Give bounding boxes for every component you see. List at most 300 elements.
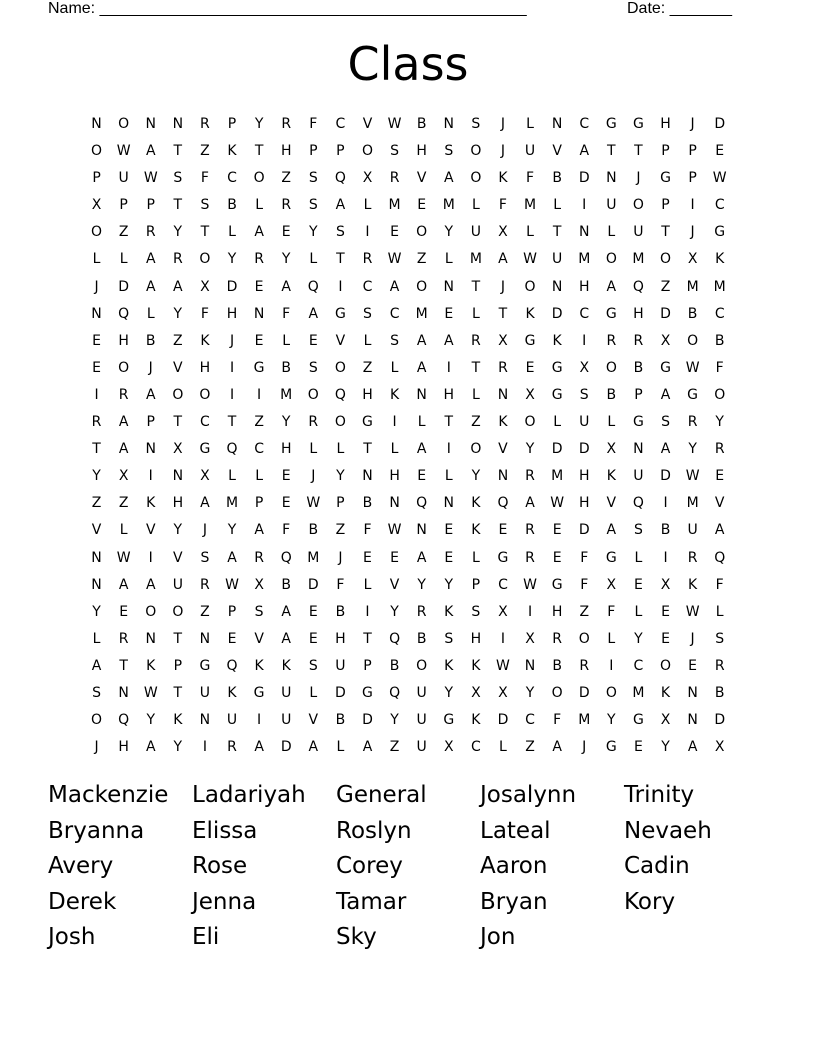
grid-letter: A bbox=[281, 603, 291, 620]
word-list-item: Kory bbox=[624, 888, 676, 915]
grid-letter: N bbox=[91, 576, 102, 593]
grid-letter: M bbox=[578, 251, 591, 268]
grid-letter: C bbox=[498, 576, 508, 593]
grid-letter: W bbox=[496, 657, 510, 674]
word-list-item: Josalynn bbox=[480, 782, 577, 808]
grid-letter: G bbox=[714, 224, 726, 241]
grid-letter: H bbox=[172, 495, 184, 512]
grid-letter: O bbox=[172, 603, 184, 620]
grid-letter: U bbox=[416, 684, 427, 701]
grid-letter: C bbox=[362, 278, 373, 295]
grid-letter: W bbox=[387, 522, 402, 539]
grid-letter: O bbox=[416, 657, 428, 674]
grid-letter: I bbox=[663, 549, 668, 566]
grid-letter: F bbox=[715, 359, 724, 376]
grid-letter: D bbox=[280, 739, 292, 756]
grid-letter: T bbox=[498, 305, 508, 322]
grid-letter: P bbox=[227, 116, 237, 132]
grid-letter: Y bbox=[173, 739, 183, 756]
grid-letter: R bbox=[118, 386, 129, 403]
grid-letter: O bbox=[687, 332, 699, 349]
grid-letter: H bbox=[443, 386, 455, 403]
grid-letter: U bbox=[470, 224, 481, 241]
grid-letter: J bbox=[311, 468, 316, 485]
grid-letter: L bbox=[471, 549, 480, 566]
grid-letter: S bbox=[579, 386, 589, 403]
grid-letter: L bbox=[607, 630, 616, 647]
grid-letter: G bbox=[551, 359, 563, 376]
grid-letter: X bbox=[200, 468, 210, 485]
grid-letter: P bbox=[688, 143, 697, 160]
grid-letter: P bbox=[363, 657, 372, 674]
grid-letter: A bbox=[498, 251, 508, 268]
word-list-item: Roslyn bbox=[336, 817, 412, 844]
grid-letter: X bbox=[579, 359, 590, 376]
word-list-item: Cadin bbox=[624, 853, 690, 879]
grid-letter: P bbox=[661, 143, 670, 160]
grid-letter: A bbox=[254, 739, 264, 756]
grid-letter: L bbox=[119, 251, 128, 268]
grid-letter: A bbox=[145, 386, 156, 403]
grid-letter: B bbox=[416, 630, 427, 647]
grid-letter: P bbox=[661, 197, 670, 214]
grid-letter: D bbox=[578, 522, 590, 539]
grid-letter: M bbox=[578, 712, 591, 729]
grid-letter: A bbox=[416, 441, 427, 458]
grid-letter: R bbox=[227, 739, 237, 756]
grid-letter: T bbox=[254, 143, 264, 160]
grid-letter: V bbox=[416, 170, 427, 187]
grid-letter: E bbox=[119, 603, 129, 620]
grid-letter: C bbox=[525, 712, 535, 729]
grid-letter: N bbox=[416, 386, 427, 403]
grid-letter: V bbox=[335, 332, 346, 349]
grid-letter: N bbox=[578, 224, 590, 241]
grid-letter: K bbox=[688, 576, 698, 593]
grid-letter: K bbox=[444, 603, 454, 620]
grid-letter: Y bbox=[444, 684, 454, 701]
grid-letter: Z bbox=[389, 739, 400, 756]
grid-letter: W bbox=[143, 170, 158, 187]
grid-letter: T bbox=[92, 441, 101, 458]
grid-letter: F bbox=[309, 116, 318, 132]
grid-letter: A bbox=[118, 576, 129, 593]
grid-letter: E bbox=[254, 332, 264, 349]
grid-letter: U bbox=[552, 251, 563, 268]
grid-letter: I bbox=[202, 739, 207, 756]
grid-letter: I bbox=[229, 386, 235, 403]
grid-letter: U bbox=[172, 576, 183, 593]
grid-letter: T bbox=[200, 224, 210, 241]
grid-letter: A bbox=[579, 143, 590, 160]
grid-letter: A bbox=[714, 522, 725, 539]
grid-letter: J bbox=[582, 739, 587, 756]
grid-letter: M bbox=[469, 251, 482, 268]
grid-letter: P bbox=[336, 143, 345, 160]
grid-letter: V bbox=[254, 630, 264, 647]
grid-letter: N bbox=[497, 386, 509, 403]
grid-letter: K bbox=[471, 657, 481, 674]
grid-letter: I bbox=[609, 657, 614, 674]
grid-letter: E bbox=[281, 468, 291, 485]
grid-letter: L bbox=[309, 684, 318, 701]
grid-letter: L bbox=[336, 739, 345, 756]
grid-letter: E bbox=[281, 495, 291, 512]
grid-letter: G bbox=[199, 441, 211, 458]
grid-letter: E bbox=[417, 197, 427, 214]
grid-letter: L bbox=[499, 739, 507, 756]
grid-letter: X bbox=[498, 603, 508, 620]
grid-letter: L bbox=[444, 251, 453, 268]
grid-letter: Q bbox=[416, 495, 428, 512]
grid-letter: S bbox=[471, 603, 481, 620]
grid-letter: K bbox=[444, 657, 454, 674]
grid-letter: K bbox=[200, 332, 210, 349]
grid-letter: O bbox=[470, 441, 482, 458]
grid-letter: A bbox=[362, 739, 373, 756]
grid-letter: N bbox=[172, 468, 184, 485]
grid-letter: L bbox=[526, 116, 534, 132]
grid-letter: F bbox=[282, 305, 291, 322]
grid-letter: M bbox=[225, 495, 239, 512]
grid-letter: A bbox=[308, 305, 319, 322]
grid-letter: S bbox=[444, 143, 454, 160]
grid-letter: R bbox=[579, 657, 590, 674]
grid-letter: E bbox=[281, 224, 291, 241]
grid-letter: J bbox=[202, 522, 207, 539]
grid-letter: E bbox=[688, 657, 698, 674]
grid-letter: K bbox=[471, 522, 481, 539]
word-list-item: General bbox=[336, 782, 427, 808]
grid-letter: T bbox=[634, 143, 643, 160]
grid-letter: T bbox=[661, 224, 670, 241]
grid-letter: O bbox=[605, 251, 617, 268]
word-list-item: Lateal bbox=[480, 817, 551, 844]
grid-letter: Y bbox=[281, 251, 291, 268]
grid-letter: J bbox=[94, 278, 99, 295]
grid-letter: C bbox=[335, 116, 346, 132]
grid-letter: V bbox=[173, 359, 183, 376]
grid-letter: H bbox=[578, 495, 590, 512]
grid-letter: Y bbox=[173, 522, 183, 539]
grid-letter: X bbox=[498, 684, 508, 701]
grid-letter: G bbox=[362, 684, 373, 701]
grid-letter: L bbox=[92, 630, 101, 647]
grid-letter: W bbox=[387, 251, 402, 268]
grid-letter: O bbox=[334, 414, 346, 431]
grid-letter: F bbox=[200, 170, 209, 187]
grid-letter: Y bbox=[92, 603, 101, 620]
grid-letter: O bbox=[416, 278, 428, 295]
grid-letter: R bbox=[200, 576, 210, 593]
grid-letter: Q bbox=[334, 170, 346, 187]
grid-letter: A bbox=[145, 278, 156, 295]
grid-letter: J bbox=[690, 630, 695, 647]
grid-letter: L bbox=[553, 197, 562, 214]
grid-letter: E bbox=[633, 576, 643, 593]
grid-letter: Z bbox=[660, 278, 671, 295]
grid-letter: Q bbox=[389, 630, 401, 647]
grid-letter: R bbox=[687, 549, 698, 566]
grid-letter: I bbox=[527, 603, 533, 620]
grid-letter: A bbox=[281, 278, 291, 295]
grid-letter: A bbox=[335, 197, 346, 214]
grid-letter: O bbox=[361, 143, 373, 160]
grid-letter: O bbox=[632, 197, 644, 214]
grid-letter: W bbox=[550, 495, 565, 512]
grid-letter: H bbox=[280, 441, 292, 458]
grid-letter: M bbox=[686, 495, 699, 512]
grid-letter: A bbox=[200, 495, 210, 512]
grid-letter: G bbox=[660, 170, 671, 187]
grid-letter: I bbox=[365, 603, 370, 620]
grid-letter: Y bbox=[92, 468, 101, 485]
grid-letter: V bbox=[145, 522, 156, 539]
grid-letter: L bbox=[363, 576, 372, 593]
grid-letter: H bbox=[389, 468, 400, 485]
grid-letter: G bbox=[362, 414, 373, 431]
grid-letter: V bbox=[308, 712, 319, 729]
grid-letter: D bbox=[660, 305, 671, 322]
grid-letter: O bbox=[334, 359, 346, 376]
grid-letter: I bbox=[148, 468, 153, 485]
grid-letter: R bbox=[633, 332, 644, 349]
grid-letter: S bbox=[200, 549, 210, 566]
grid-letter: A bbox=[173, 278, 183, 295]
grid-letter: G bbox=[443, 712, 455, 729]
grid-letter: H bbox=[226, 305, 238, 322]
grid-letter: I bbox=[663, 495, 668, 512]
grid-letter: G bbox=[551, 386, 563, 403]
grid-letter: N bbox=[551, 278, 563, 295]
grid-letter: U bbox=[416, 739, 427, 756]
grid-letter: O bbox=[524, 414, 536, 431]
grid-letter: W bbox=[306, 495, 321, 512]
grid-letter: N bbox=[551, 116, 563, 132]
grid-letter: I bbox=[94, 386, 99, 403]
grid-letter: F bbox=[200, 305, 209, 322]
grid-letter: R bbox=[254, 251, 264, 268]
grid-letter: H bbox=[578, 468, 590, 485]
grid-letter: Y bbox=[390, 712, 399, 729]
grid-letter: Z bbox=[362, 359, 373, 376]
grid-letter: Z bbox=[416, 251, 427, 268]
grid-letter: A bbox=[145, 143, 156, 160]
grid-letter: M bbox=[713, 278, 726, 295]
grid-letter: G bbox=[253, 684, 265, 701]
grid-letter: S bbox=[308, 657, 318, 674]
grid-letter: U bbox=[633, 468, 644, 485]
grid-letter: K bbox=[498, 414, 508, 431]
grid-letter: F bbox=[282, 522, 291, 539]
grid-letter: Y bbox=[309, 224, 318, 241]
grid-letter: X bbox=[471, 684, 481, 701]
grid-letter: B bbox=[606, 386, 617, 403]
grid-letter: S bbox=[308, 359, 318, 376]
grid-letter: E bbox=[227, 630, 237, 647]
grid-letter: Z bbox=[471, 414, 481, 431]
grid-letter: N bbox=[253, 305, 265, 322]
grid-letter: R bbox=[172, 251, 183, 268]
grid-letter: R bbox=[498, 359, 508, 376]
grid-letter: K bbox=[173, 712, 183, 729]
grid-letter: J bbox=[94, 739, 99, 756]
grid-letter: A bbox=[687, 739, 698, 756]
grid-letter: H bbox=[551, 603, 563, 620]
grid-letter: T bbox=[607, 143, 616, 160]
grid-letter: F bbox=[363, 522, 372, 539]
grid-letter: O bbox=[605, 684, 617, 701]
grid-letter: O bbox=[714, 386, 726, 403]
grid-letter: Y bbox=[634, 630, 643, 647]
grid-letter: U bbox=[524, 143, 536, 160]
grid-letter: Y bbox=[607, 712, 616, 729]
grid-letter: Z bbox=[335, 522, 346, 539]
grid-letter: K bbox=[146, 495, 156, 512]
word-list bbox=[48, 778, 768, 956]
grid-letter: Y bbox=[227, 522, 237, 539]
grid-letter: L bbox=[282, 332, 291, 349]
grid-letter: E bbox=[417, 468, 427, 485]
grid-letter: R bbox=[91, 414, 102, 431]
grid-letter: L bbox=[444, 468, 453, 485]
grid-letter: R bbox=[308, 414, 319, 431]
grid-letter: U bbox=[281, 684, 292, 701]
grid-letter: P bbox=[119, 197, 128, 214]
grid-letter: U bbox=[633, 224, 644, 241]
grid-letter: W bbox=[116, 143, 131, 160]
grid-letter: C bbox=[200, 414, 210, 431]
grid-letter: R bbox=[714, 441, 725, 458]
grid-letter: O bbox=[660, 657, 672, 674]
grid-letter: S bbox=[200, 197, 210, 214]
grid-letter: Y bbox=[254, 116, 264, 132]
grid-letter: Z bbox=[281, 170, 291, 187]
grid-letter: H bbox=[633, 305, 644, 322]
grid-letter: A bbox=[416, 359, 427, 376]
grid-letter: W bbox=[523, 576, 537, 593]
grid-letter: G bbox=[524, 332, 536, 349]
grid-letter: F bbox=[580, 576, 589, 593]
grid-letter: N bbox=[443, 278, 454, 295]
grid-letter: L bbox=[228, 468, 236, 485]
grid-letter: X bbox=[173, 441, 183, 458]
grid-letter: S bbox=[444, 630, 454, 647]
grid-letter: B bbox=[714, 684, 725, 701]
grid-letter: A bbox=[389, 278, 400, 295]
grid-letter: E bbox=[308, 630, 318, 647]
grid-letter: O bbox=[118, 116, 130, 132]
grid-letter: X bbox=[525, 386, 535, 403]
grid-letter: K bbox=[281, 657, 291, 674]
grid-letter: V bbox=[714, 495, 725, 512]
grid-letter: O bbox=[172, 386, 184, 403]
grid-letter: O bbox=[118, 359, 130, 376]
grid-letter: I bbox=[257, 712, 262, 729]
grid-letter: L bbox=[607, 224, 616, 241]
grid-letter: Y bbox=[227, 251, 237, 268]
grid-letter: T bbox=[173, 414, 183, 431]
grid-letter: U bbox=[687, 522, 698, 539]
grid-letter: L bbox=[390, 441, 399, 458]
grid-letter: O bbox=[524, 278, 536, 295]
grid-letter: C bbox=[714, 305, 725, 322]
grid-letter: Q bbox=[280, 549, 292, 566]
grid-letter: X bbox=[498, 224, 508, 241]
grid-letter: F bbox=[580, 549, 589, 566]
grid-letter: N bbox=[497, 468, 509, 485]
grid-letter: G bbox=[605, 739, 617, 756]
grid-letter: H bbox=[118, 739, 129, 756]
grid-letter: R bbox=[281, 197, 292, 214]
grid-letter: K bbox=[471, 495, 481, 512]
grid-letter: Y bbox=[173, 224, 183, 241]
grid-letter: X bbox=[606, 441, 617, 458]
grid-letter: Q bbox=[118, 712, 130, 729]
grid-letter: D bbox=[578, 170, 590, 187]
grid-letter: D bbox=[551, 305, 563, 322]
grid-letter: E bbox=[715, 143, 725, 160]
grid-letter: L bbox=[471, 305, 480, 322]
grid-letter: H bbox=[660, 116, 671, 132]
word-list-item: Jenna bbox=[192, 888, 257, 915]
grid-letter: E bbox=[92, 359, 101, 376]
grid-letter: Q bbox=[226, 441, 238, 458]
grid-letter: Z bbox=[118, 495, 129, 512]
grid-letter: L bbox=[228, 224, 236, 241]
grid-letter: S bbox=[335, 224, 345, 241]
grid-letter: L bbox=[336, 441, 345, 458]
grid-letter: P bbox=[688, 170, 697, 187]
grid-letter: B bbox=[633, 359, 644, 376]
grid-letter: B bbox=[660, 522, 671, 539]
grid-letter: O bbox=[307, 386, 319, 403]
grid-letter: B bbox=[281, 576, 291, 593]
word-list-item: Bryanna bbox=[48, 817, 145, 844]
word-list-item: Bryan bbox=[480, 888, 548, 915]
grid-letter: L bbox=[119, 522, 128, 539]
grid-letter: J bbox=[500, 116, 506, 132]
grid-letter: H bbox=[335, 630, 346, 647]
grid-letter: R bbox=[525, 468, 535, 485]
grid-letter: X bbox=[525, 630, 535, 647]
grid-letter: Q bbox=[632, 278, 644, 295]
grid-letter: T bbox=[363, 441, 372, 458]
grid-letter: G bbox=[632, 116, 644, 132]
grid-letter: V bbox=[498, 441, 508, 458]
grid-letter: R bbox=[714, 657, 725, 674]
grid-letter: P bbox=[634, 386, 643, 403]
grid-letter: T bbox=[363, 630, 372, 647]
grid-letter: H bbox=[280, 143, 292, 160]
grid-letter: R bbox=[254, 549, 264, 566]
grid-letter: Z bbox=[200, 603, 210, 620]
grid-letter: O bbox=[145, 603, 157, 620]
grid-letter: D bbox=[578, 684, 590, 701]
grid-letter: X bbox=[443, 739, 454, 756]
grid-letter: Z bbox=[118, 224, 129, 241]
grid-letter: X bbox=[660, 332, 671, 349]
grid-letter: D bbox=[362, 712, 373, 729]
grid-letter: A bbox=[660, 441, 671, 458]
grid-letter: A bbox=[606, 522, 617, 539]
grid-letter: W bbox=[387, 116, 402, 132]
grid-letter: Q bbox=[632, 495, 644, 512]
grid-letter: H bbox=[470, 630, 482, 647]
grid-letter: R bbox=[389, 170, 400, 187]
grid-letter: A bbox=[606, 278, 617, 295]
grid-letter: M bbox=[280, 386, 293, 403]
